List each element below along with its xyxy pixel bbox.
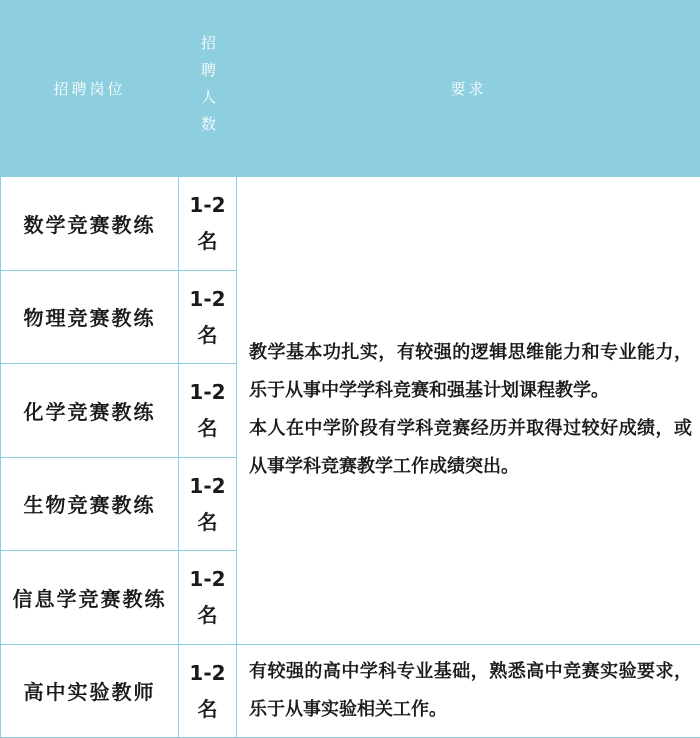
position-cell: 生物竞赛教练 [1,457,179,551]
count-unit: 名 [197,696,218,721]
position-cell: 物理竞赛教练 [1,270,179,364]
header-count [179,1,237,177]
header-count-label: 招聘人数 [199,34,217,143]
lab-requirements-cell [237,644,700,738]
coach-requirements-cell [237,177,700,645]
count-unit: 名 [197,416,218,441]
count-cell [179,457,237,551]
count-number: 1-2 [189,286,226,311]
coach-requirement-2: 本人在中学阶段有学科竞赛经历并取得过较好成绩，或从事学科竞赛教学工作成绩突出。 [249,418,692,478]
position-cell: 化学竞赛教练 [1,364,179,458]
table-row [1,177,700,271]
count-unit: 名 [197,229,218,254]
count-unit: 名 [197,509,218,534]
position-cell: 信息学竞赛教练 [1,551,179,645]
header-requirements [237,1,700,177]
header-position [1,1,179,177]
position-cell: 高中实验教师 [1,644,179,738]
header-requirements-label: 要求 [450,80,487,98]
count-number: 1-2 [189,473,226,498]
position-cell: 数学竞赛教练 [1,177,179,271]
count-number: 1-2 [189,660,226,685]
count-cell [179,270,237,364]
count-number: 1-2 [189,193,226,218]
count-cell [179,551,237,645]
count-cell [179,644,237,738]
count-cell [179,177,237,271]
count-cell [179,364,237,458]
lab-requirement: 有较强的高中学科专业基础，熟悉高中竞赛实验要求，乐于从事实验相关工作。 [249,660,692,720]
table-header-row [1,1,700,177]
count-unit: 名 [197,603,218,628]
coach-requirement-1: 教学基本功扎实，有较强的逻辑思维能力和专业能力，乐于从事中学学科竞赛和强基计划课程教学。 [249,342,692,402]
count-unit: 名 [197,322,218,347]
count-number: 1-2 [189,567,226,592]
table-row [1,644,700,738]
count-number: 1-2 [189,380,226,405]
header-position-label: 招聘岗位 [53,80,126,98]
